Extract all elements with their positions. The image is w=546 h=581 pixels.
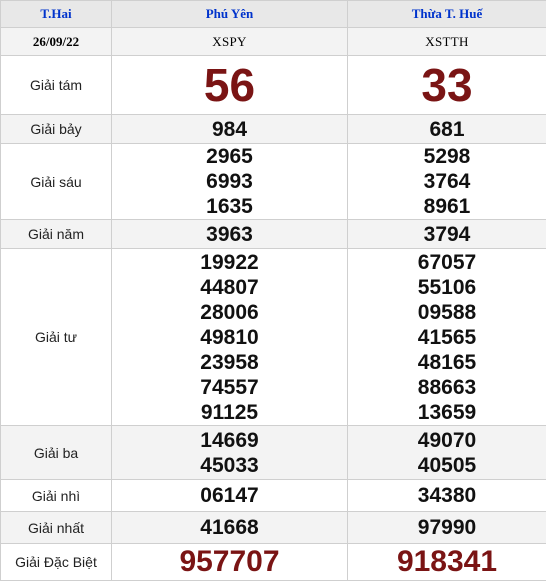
prize-number: 13659 <box>348 400 546 425</box>
g7-province2 <box>348 115 546 144</box>
special-province2 <box>348 544 546 581</box>
prize-row-g4 <box>1 249 546 426</box>
prize-number: 40505 <box>348 453 546 478</box>
g6-province2 <box>348 144 546 220</box>
g7-province1 <box>112 115 348 144</box>
g1-province1 <box>112 512 348 544</box>
g5-province2 <box>348 220 546 249</box>
g8-province2 <box>348 56 546 115</box>
prize-number: 681 <box>348 117 546 142</box>
prize-number: 45033 <box>112 453 347 478</box>
prize-row-g2 <box>1 480 546 512</box>
prize-number: 88663 <box>348 375 546 400</box>
prize-number: 957707 <box>112 544 347 580</box>
g5-province1 <box>112 220 348 249</box>
prize-number: 34380 <box>348 483 546 508</box>
province1-header[interactable]: Phú Yên <box>112 1 348 28</box>
prize-number: 3963 <box>112 222 347 247</box>
prize-number: 5298 <box>348 144 546 169</box>
prize-number: 33 <box>348 56 546 114</box>
prize-number: 23958 <box>112 350 347 375</box>
prize-number: 09588 <box>348 300 546 325</box>
prize-label: Giải tư <box>1 249 112 426</box>
prize-number: 3794 <box>348 222 546 247</box>
prize-row-g6 <box>1 144 546 220</box>
prize-number: 44807 <box>112 275 347 300</box>
g3-province2 <box>348 426 546 480</box>
prize-label: Giải nhì <box>1 480 112 512</box>
prize-label: Giải nhất <box>1 512 112 544</box>
prize-number: 41668 <box>112 515 347 540</box>
draw-date[interactable]: 26/09/22 <box>1 28 112 56</box>
g2-province1 <box>112 480 348 512</box>
prize-number: 14669 <box>112 428 347 453</box>
province2-code: XSTTH <box>348 28 546 56</box>
prize-number: 06147 <box>112 483 347 508</box>
prize-label: Giải bảy <box>1 115 112 144</box>
prize-number: 41565 <box>348 325 546 350</box>
prize-label: Giải ba <box>1 426 112 480</box>
prize-number: 91125 <box>112 400 347 425</box>
prize-row-g7 <box>1 115 546 144</box>
g4-province2 <box>348 249 546 426</box>
prize-number: 19922 <box>112 250 347 275</box>
special-province1 <box>112 544 348 581</box>
date-row <box>1 28 546 56</box>
g3-province1 <box>112 426 348 480</box>
province1-code: XSPY <box>112 28 348 56</box>
g4-province1 <box>112 249 348 426</box>
g2-province2 <box>348 480 546 512</box>
province2-header[interactable]: Thừa T. Huế <box>348 1 546 28</box>
prize-number: 49810 <box>112 325 347 350</box>
prize-number: 3764 <box>348 169 546 194</box>
prize-number: 984 <box>112 117 347 142</box>
prize-label: Giải năm <box>1 220 112 249</box>
prize-number: 8961 <box>348 194 546 219</box>
prize-number: 2965 <box>112 144 347 169</box>
prize-number: 55106 <box>348 275 546 300</box>
prize-number: 67057 <box>348 250 546 275</box>
prize-row-special <box>1 544 546 581</box>
header-row <box>1 1 546 28</box>
prize-number: 56 <box>112 56 347 114</box>
g1-province2 <box>348 512 546 544</box>
prize-number: 918341 <box>348 544 546 580</box>
prize-label: Giải sáu <box>1 144 112 220</box>
prize-number: 1635 <box>112 194 347 219</box>
prize-row-g1 <box>1 512 546 544</box>
prize-row-g3 <box>1 426 546 480</box>
prize-number: 6993 <box>112 169 347 194</box>
g6-province1 <box>112 144 348 220</box>
prize-number: 48165 <box>348 350 546 375</box>
prize-label: Giải Đặc Biệt <box>1 544 112 581</box>
prize-row-g5 <box>1 220 546 249</box>
prize-number: 97990 <box>348 515 546 540</box>
g8-province1 <box>112 56 348 115</box>
prize-number: 28006 <box>112 300 347 325</box>
prize-row-g8 <box>1 56 546 115</box>
prize-label: Giải tám <box>1 56 112 115</box>
prize-number: 49070 <box>348 428 546 453</box>
prize-number: 74557 <box>112 375 347 400</box>
day-header[interactable]: T.Hai <box>1 1 112 28</box>
